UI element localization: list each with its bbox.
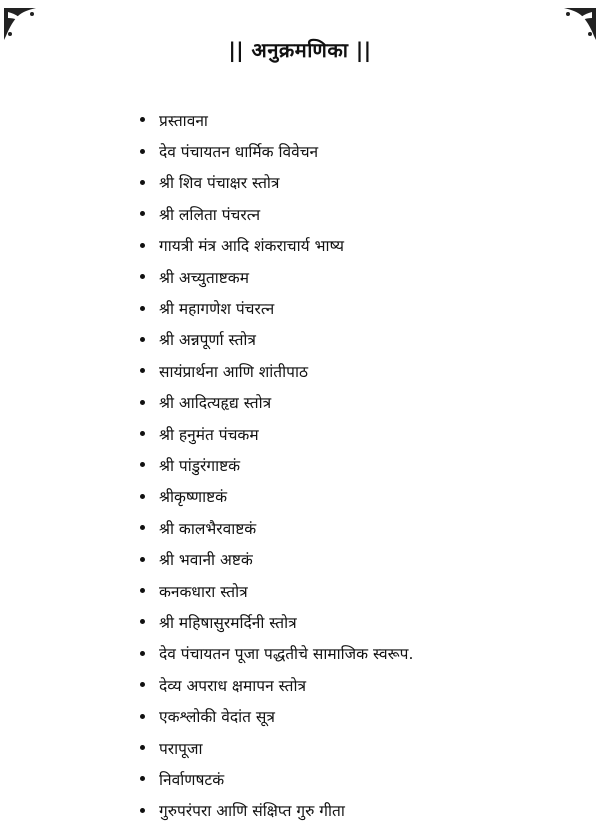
list-item-text: देव्य अपराध क्षमापन स्तोत्र [159,676,307,695]
list-item-text: श्री अच्युताष्टकम [159,268,249,287]
bullet-icon [140,776,145,781]
list-item-text: देव पंचायतन पूजा पद्धतीचे सामाजिक स्वरूप. [159,645,414,664]
list-item [140,638,413,669]
list-item [140,732,413,763]
bullet-icon [140,306,145,311]
list-item [140,449,413,480]
list-item-text: श्री भवानी अष्टकं [159,551,253,570]
list-item [140,512,413,543]
list-item [140,763,413,794]
bullet-icon [140,337,145,342]
list-item [140,481,413,512]
bullet-icon [140,525,145,530]
bullet-icon [140,431,145,436]
list-item [140,387,413,418]
list-item [140,669,413,700]
bullet-icon [140,462,145,467]
list-item-text: गायत्री मंत्र आदि शंकराचार्य भाष्य [159,237,344,256]
bullet-icon [140,117,145,122]
list-item-text: निर्वाणषटकं [159,770,225,789]
list-item [140,700,413,731]
list-item-text: श्री ललिता पंचरत्न [159,205,261,224]
list-item-text: श्री शिव पंचाक्षर स्तोत्र [159,174,280,193]
bullet-icon [140,619,145,624]
bullet-icon [140,808,145,813]
list-item-text: श्री महागणेश पंचरत्न [159,300,275,319]
list-item [140,606,413,637]
list-item [140,292,413,323]
bullet-icon [140,149,145,154]
bullet-icon [140,714,145,719]
list-item [140,104,413,135]
list-item-text: कनकधारा स्तोत्र [159,582,248,601]
list-item-text: प्रस्तावना [159,111,208,130]
bullet-icon [140,400,145,405]
list-item [140,230,413,261]
bullet-icon [140,274,145,279]
bullet-icon [140,557,145,562]
list-item [140,198,413,229]
list-item-text: परापूजा [159,739,203,758]
list-item-text: श्री पांडुरंगाष्टकं [159,456,241,475]
list-item-text: देव पंचायतन धार्मिक विवेचन [159,143,319,162]
table-of-contents [140,104,413,826]
bullet-icon [140,682,145,687]
page-title: || अनुक्रमणिका || [228,38,372,62]
list-item [140,135,413,166]
list-item-text: श्रीकृष्णाष्टकं [159,488,228,507]
bullet-icon [140,651,145,656]
bullet-icon [140,180,145,185]
list-item-text: श्री आदित्यहृद्य स्तोत्र [159,394,272,413]
bullet-icon [140,588,145,593]
list-item [140,261,413,292]
list-item [140,543,413,574]
list-item [140,324,413,355]
list-item-text: श्री महिषासुरमर्दिनी स्तोत्र [159,613,297,632]
list-item-text: श्री कालभैरवाष्टकं [159,519,257,538]
list-item-text: सायंप्रार्थना आणि शांतीपाठ [159,362,308,381]
list-item-text: श्री हनुमंत पंचकम [159,425,259,444]
list-item [140,418,413,449]
list-item [140,575,413,606]
list-item-text: एकश्लोकी वेदांत सूत्र [159,708,275,727]
list-item [140,795,413,826]
bullet-icon [140,745,145,750]
bullet-icon [140,243,145,248]
bullet-icon [140,211,145,216]
list-item-text: गुरुपरंपरा आणि संक्षिप्त गुरु गीता [159,802,345,821]
list-item [140,167,413,198]
bullet-icon [140,368,145,373]
list-item-text: श्री अन्नपूर्णा स्तोत्र [159,331,256,350]
list-item [140,355,413,386]
bullet-icon [140,494,145,499]
